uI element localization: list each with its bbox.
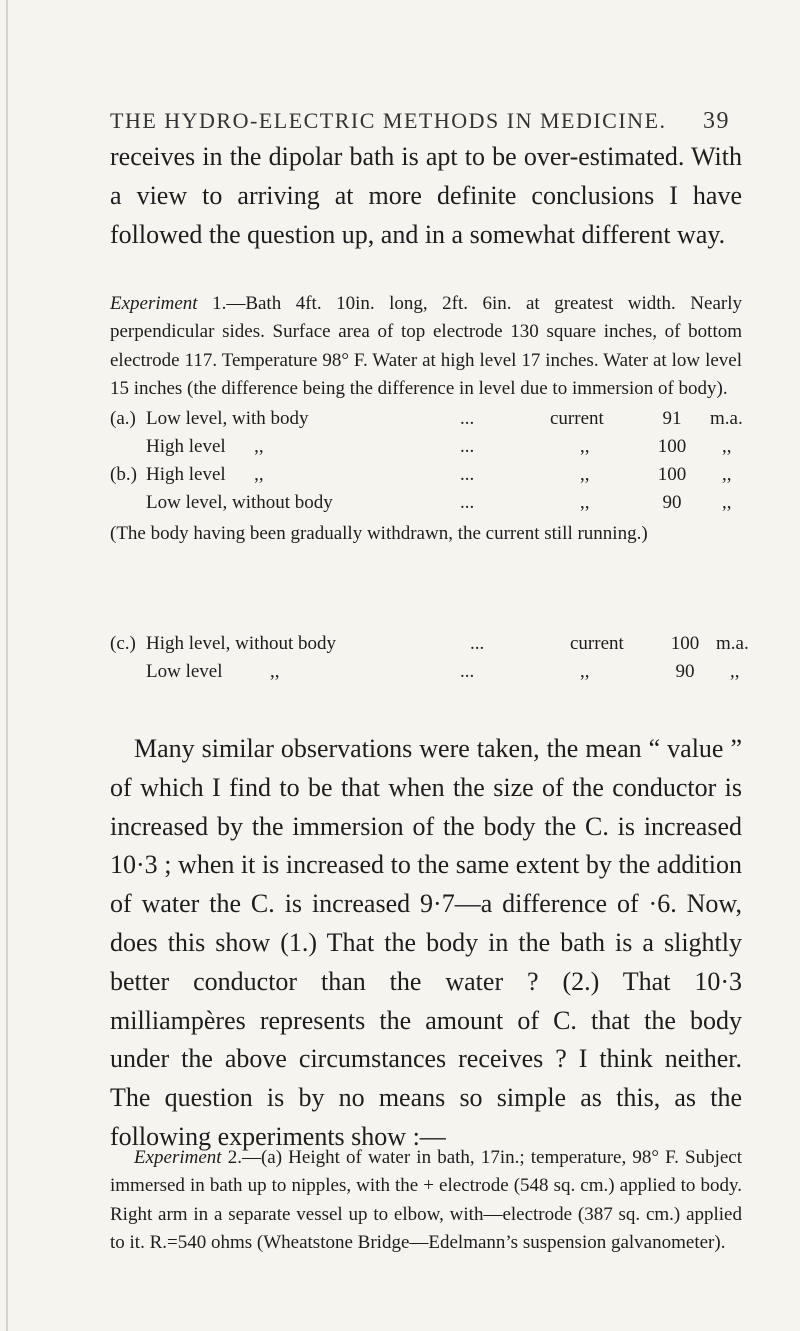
row-current: ,,	[580, 436, 590, 457]
row-desc: High level ,,	[146, 436, 264, 457]
row-leader: ...	[460, 661, 475, 682]
row-value: 100	[670, 633, 700, 654]
experiment-1-text	[110, 290, 742, 404]
paragraph-discussion-text: Many similar observations were taken, the mean “ value ” of which I find to be that when the size of the conductor is increased by the immersion of the body the C. is increased 10·3 ; when it is increased to the same extent by the addition of water the C. is increased 9·7—a difference of ·6. Now, does this show (1.) That the body in the bath is a slightly better conductor than the water ? (2.) That 10·3 milliampères represents the amount of C. that the body under the above circumstances receives ? I think neither. The question is by no means so simple as this, as the following experiments show :—	[110, 734, 742, 1151]
row-value: 91	[662, 408, 682, 429]
page-edge-rule	[6, 0, 8, 1331]
row-label: (b.)	[110, 464, 137, 485]
row-current: ,,	[580, 492, 590, 513]
row-leader: ...	[460, 436, 475, 457]
table-note-text: (The body having been gradually withdrawn, the current still running.)	[110, 523, 648, 544]
row-desc: High level, without body	[146, 633, 336, 654]
row-unit: m.a.	[716, 633, 749, 654]
row-desc: Low level, without body	[146, 492, 333, 513]
row-current: current	[550, 408, 604, 429]
page-number: 39	[703, 108, 730, 134]
row-value: 90	[662, 492, 682, 513]
row-unit: ,,	[722, 492, 732, 513]
row-leader: ...	[470, 633, 485, 654]
table-row	[110, 633, 749, 661]
row-label: (c.)	[110, 633, 136, 654]
row-unit: ,,	[730, 661, 740, 682]
row-desc: High level ,,	[146, 464, 264, 485]
table-row	[110, 436, 742, 464]
experiment-2	[110, 1144, 742, 1258]
table-row	[110, 408, 742, 436]
experiment-2-number: 2.	[221, 1147, 242, 1168]
row-value: 100	[657, 464, 687, 485]
table-row	[110, 464, 742, 492]
row-leader: ...	[460, 464, 475, 485]
row-unit: m.a.	[710, 408, 743, 429]
table-row	[110, 661, 742, 689]
experiment-1-body: —Bath 4ft. 10in. long, 2ft. 6in. at greatest width. Nearly perpendicular sides. Surface area of top electrode 130 square inches, of bottom electrode 117. Temperature 98° F. Water at high level 17 inches. Water at low level 15 inches (the difference being the difference in level due to immersion of body).	[110, 293, 742, 400]
row-label: (a.)	[110, 408, 136, 429]
experiment-2-body: —(a) Height of water in bath, 17in.; temperature, 98° F. Subject immersed in bath up to nipples, with the + electrode (548 sq. cm.) applied to body. Right arm in a separate vessel up to elbow, with—electrode (387 sq. cm.) applied to it. R.=540 ohms (Wheatstone Bridge—Edelmann’s suspension galvanometer).	[110, 1147, 743, 1254]
paragraph-discussion	[110, 730, 742, 1157]
row-desc: Low level ,,	[146, 661, 280, 682]
experiment-1-label: Experiment	[110, 293, 198, 314]
row-value: 100	[657, 436, 687, 457]
row-leader: ...	[460, 492, 475, 513]
row-current: ,,	[580, 661, 590, 682]
row-current: current	[570, 633, 624, 654]
running-title: THE HYDRO-ELECTRIC METHODS IN MEDICINE.	[110, 108, 667, 133]
experiment-1	[110, 290, 742, 404]
paragraph-intro	[110, 138, 742, 254]
row-unit: ,,	[722, 436, 732, 457]
experiment-1-number: 1.	[197, 293, 227, 314]
experiment-2-label: Experiment	[134, 1147, 222, 1168]
row-value: 90	[675, 661, 695, 682]
row-unit: ,,	[722, 464, 732, 485]
row-desc: Low level, with body	[146, 408, 309, 429]
experiment-2-text	[110, 1144, 742, 1258]
paragraph-intro-text: receives in the dipolar bath is apt to be over-estimated. With a view to arriving at more definite conclusions I have followed the question up, and in a somewhat different way.	[110, 142, 742, 249]
table-row	[110, 492, 742, 520]
row-current: ,,	[580, 464, 590, 485]
table-note	[110, 520, 742, 548]
row-leader: ...	[460, 408, 475, 429]
